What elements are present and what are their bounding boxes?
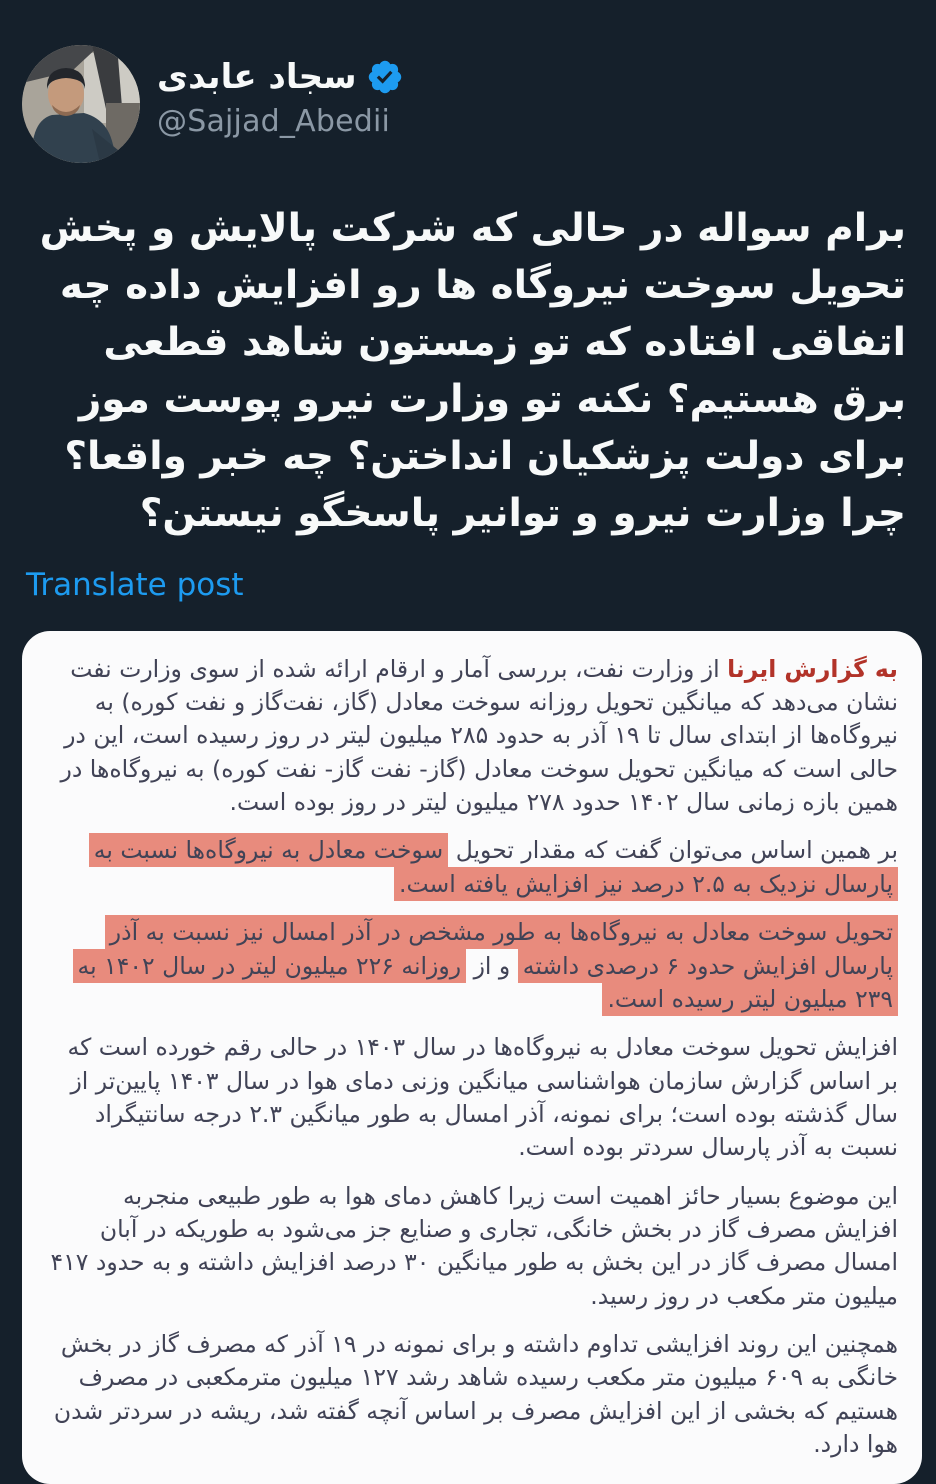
article-text: از وزارت نفت، بررسی آمار و ارقام ارائه شده از سوی وزارت نفت نشان می‌دهد که میانگین تحویل روزانه سوخت معادل (گاز، نفت‌گاز و نفت کوره) به نیروگاه‌ها از ابتدای سال تا ۱۹ آذر به حدود ۲۸۵ میلیون لیتر در روز رسیده است، این در حالی است که میانگین تحویل سوخت معادل (گاز- نفت گاز- نفت کوره) به نیروگاه‌ها در همین بازه زمانی سال ۱۴۰۲ حدود ۲۷۸ میلیون لیتر در روز بوده است. (60, 654, 898, 817)
article-paragraph (48, 1031, 898, 1164)
user-identity (157, 45, 404, 139)
article-text: و از (466, 951, 518, 980)
article-paragraph (48, 1180, 898, 1313)
article-text: بر همین اساس می‌توان گفت که مقدار تحویل (448, 836, 898, 865)
tweet-header (0, 0, 936, 163)
verified-badge-icon (366, 58, 404, 96)
article-paragraph (48, 834, 898, 901)
avatar-image (22, 45, 140, 163)
article-text: افزایش تحویل سوخت معادل به نیروگاه‌ها در سال ۱۴۰۳ در حالی رقم خورده است که بر اساس گزارش سازمان هواشناسی میانگین وزنی دمای هوا در سال ۱۴۰۳ پایین‌تر از سال گذشته بوده است؛ برای نمونه، آذر امسال به طور میانگین ۲.۳ درجه سانتیگراد نسبت به آذر پارسال سردتر بوده است. (67, 1033, 898, 1162)
article-paragraph (48, 653, 898, 820)
article-text: این موضوع بسیار حائز اهمیت است زیرا کاهش دمای هوا به طور طبیعی منجربه افزایش مصرف گاز در بخش خانگی، تجاری و صنایع جز می‌شود به طوریکه در آبان امسال مصرف گاز در این بخش به طور میانگین ۳۰ درصد افزایش داشته و به حدود ۴۱۷ میلیون متر مکعب در روز رسید. (50, 1181, 898, 1310)
article-image[interactable] (22, 631, 922, 1484)
article-highlighted-text: روزانه ۲۲۶ میلیون لیتر در سال ۱۴۰۲ به ۲۳۹ میلیون لیتر رسیده است. (73, 949, 898, 1016)
display-name[interactable]: سجاد عابدی (157, 57, 357, 97)
article-highlighted-text: سوخت معادل به نیروگاه‌ها نسبت به پارسال نزدیک به ۲.۵ درصد نیز افزایش یافته است. (89, 833, 898, 900)
article-lead-source: به گزارش ایرنا (727, 654, 898, 683)
tweet-text: برام سواله در حالی که شرکت پالایش و پخش تحویل سوخت نیروگاه ها رو افزایش داده چه اتفاقی افتاده که تو زمستون شاهد قطعی برق هستیم؟ نکنه تو وزارت نیرو پوست موز برای دولت پزشکیان انداختن؟ چه خبر واقعا؟ چرا وزارت نیرو و توانیر پاسخگو نیستن؟ (39, 206, 906, 536)
article-highlighted-text: تحویل سوخت معادل به نیروگاه‌ها به طور مشخص در آذر امسال نیز نسبت به آذر پارسال افزایش حدود ۶ درصدی داشته (105, 915, 898, 982)
translate-post-link[interactable]: Translate post (26, 566, 244, 603)
article-text: همچنین این روند افزایشی تداوم داشته و برای نمونه در ۱۹ آذر که مصرف گاز در بخش خانگی به ۶۰۹ میلیون متر مکعب رسیده شاهد رشد ۱۲۷ میلیون مترمکعبی در مصرف هستیم که بخشی از این افزایش مصرف بر اساس آنچه گفته شد، ریشه در سردتر شدن هوا دارد. (53, 1330, 898, 1459)
article-paragraph (48, 1328, 898, 1461)
avatar[interactable] (22, 45, 140, 163)
article-body (48, 653, 898, 1462)
article-paragraph (48, 916, 898, 1016)
user-handle[interactable]: @Sajjad_Abedii (157, 104, 391, 139)
display-name-row (157, 57, 404, 97)
